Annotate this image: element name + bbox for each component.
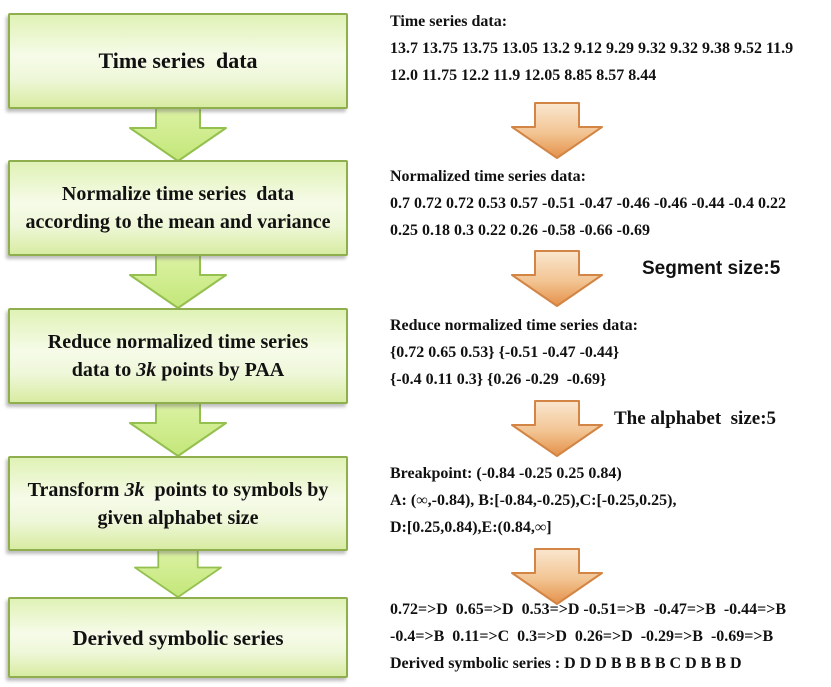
text-line: A: (∞,-0.84), B:[-0.84,-0.25),C:[-0.25,0.25), xyxy=(390,492,677,509)
flow-box-normalize xyxy=(8,160,348,256)
green-down-arrow-icon xyxy=(116,546,240,598)
flow-box-time-series-data xyxy=(8,13,348,109)
text-line: 0.25 0.18 0.3 0.22 0.26 -0.58 -0.66 -0.69 xyxy=(390,222,650,239)
green-down-arrow-icon xyxy=(116,104,240,162)
green-down-arrow-icon xyxy=(116,251,240,309)
flow-box-label: Time series data xyxy=(98,48,258,73)
text-line: Derived symbolic series : D D D B B B B C D B B D xyxy=(390,655,742,672)
flow-box-label: according to the mean and variance xyxy=(25,211,331,233)
text-line: 13.7 13.75 13.75 13.05 13.2 9.12 9.29 9.32 9.32 9.38 9.52 11.9 xyxy=(390,40,794,57)
flow-box-label: given alphabet size xyxy=(97,506,259,529)
text-block-breakpoints xyxy=(390,460,831,541)
segment-size-label: Segment size:5 xyxy=(642,258,781,279)
text-line: 0.72=>D 0.65=>D 0.53=>D -0.51=>B -0.47=>B -0.44=>B xyxy=(390,601,787,618)
orange-down-arrow-icon xyxy=(502,400,612,458)
flow-box-derived-series xyxy=(8,597,348,678)
flow-box-reduce-paa xyxy=(8,308,348,404)
text-block-reduced xyxy=(390,312,831,393)
text-line: Time series data: xyxy=(390,13,508,30)
flow-box-transform-symbols xyxy=(8,456,348,551)
flow-box-label: Transform 3k points to symbols by xyxy=(27,478,329,501)
text-block-symbolic-series xyxy=(390,596,831,677)
flow-box-label: data to 3k points by PAA xyxy=(71,359,285,381)
text-line: Reduce normalized time series data: xyxy=(390,317,638,334)
flow-box-label: Normalize time series data xyxy=(61,183,295,205)
text-line: {0.72 0.65 0.53} {-0.51 -0.47 -0.44} xyxy=(390,344,620,361)
text-block-time-series xyxy=(390,8,831,89)
text-line: Breakpoint: (-0.84 -0.25 0.25 0.84) xyxy=(390,465,622,482)
alphabet-size-label: The alphabet size:5 xyxy=(614,408,777,429)
orange-down-arrow-icon xyxy=(502,102,612,160)
text-line: 12.0 11.75 12.2 11.9 12.05 8.85 8.57 8.44 xyxy=(390,67,657,84)
flow-box-label: Reduce normalized time series xyxy=(47,331,309,353)
text-line: D:[0.25,0.84),E:(0.84,∞] xyxy=(390,519,552,536)
green-down-arrow-icon xyxy=(116,399,240,457)
text-block-normalized xyxy=(390,163,831,244)
text-line: Normalized time series data: xyxy=(390,168,586,185)
orange-down-arrow-icon xyxy=(502,250,612,308)
text-line: -0.4=>B 0.11=>C 0.3=>D 0.26=>D -0.29=>B -0.69=>B xyxy=(390,628,774,645)
text-line: 0.7 0.72 0.72 0.53 0.57 -0.51 -0.47 -0.46 -0.46 -0.44 -0.4 0.22 xyxy=(390,195,786,212)
text-line: {-0.4 0.11 0.3} {0.26 -0.29 -0.69} xyxy=(390,371,607,388)
flow-box-label: Derived symbolic series xyxy=(72,625,284,650)
